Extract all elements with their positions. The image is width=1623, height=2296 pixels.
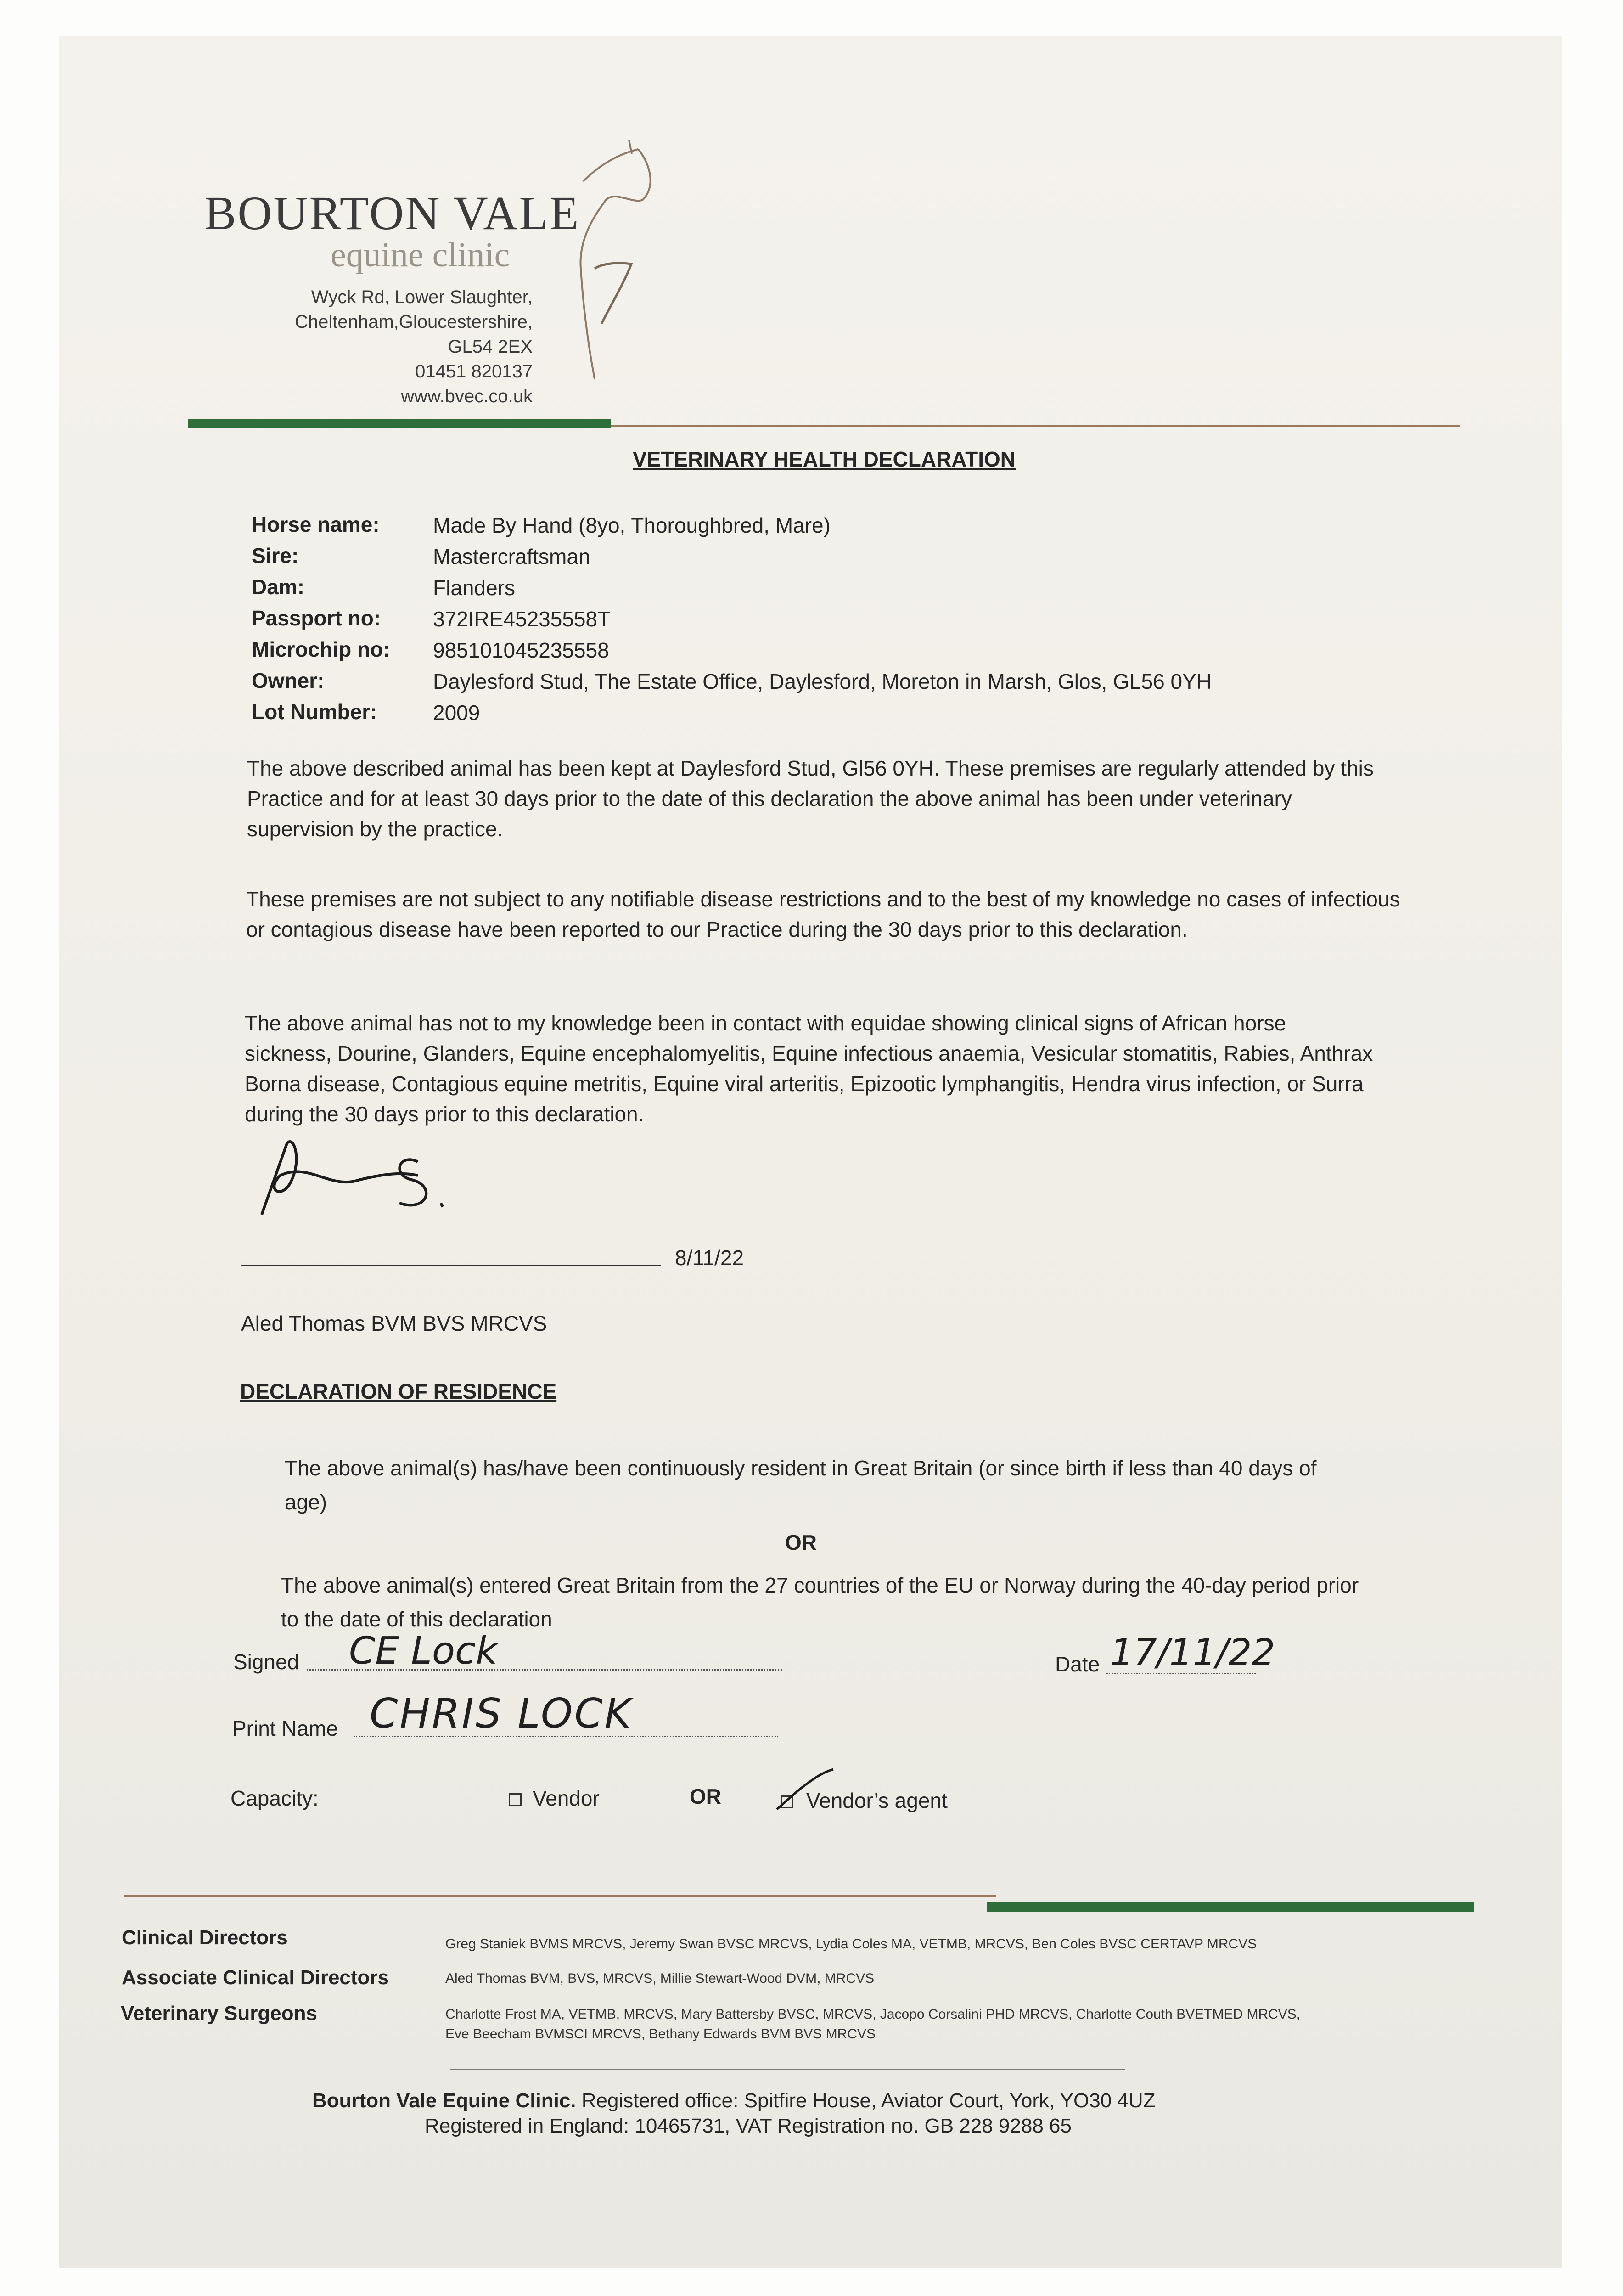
footer-brown-rule — [124, 1895, 996, 1897]
field-label: Owner: — [252, 669, 325, 692]
print-name-label: Print Name — [232, 1716, 338, 1740]
residence-or: OR — [785, 1531, 817, 1554]
clinical-directors-names: Greg Staniek BVMS MRCVS, Jeremy Swan BVSC MRCVS, Lydia Coles MA, VETMB, MRCVS, Ben Coles BVSC CERTAVP MRCVS — [445, 1936, 1257, 1952]
date-label: Date — [1055, 1652, 1100, 1676]
header-green-bar — [188, 419, 611, 428]
footer-divider — [450, 2069, 1125, 2070]
vendor-label: Vendor — [533, 1786, 600, 1810]
veterinary-surgeons-line-2: Eve Beecham BVMSCI MRCVS, Bethany Edwards BVM BVS MRCVS — [445, 2026, 876, 2042]
residence-option-1 — [285, 1451, 1359, 1519]
horse-details-labels — [252, 509, 390, 727]
clinical-directors-label: Clinical Directors — [122, 1926, 288, 1949]
clinic-phone: 01451 820137 — [415, 361, 533, 382]
declaration-paragraph-1: The above described animal has been kept at Daylesford Stud, Gl56 0YH. These premises are regularly attended by this Practice and for at least 30 days prior to the date of this declaration the above animal has been under veterinary supervision by the practice. — [247, 756, 1374, 841]
address-line-2: Cheltenham,Gloucestershire, — [294, 312, 533, 332]
residence-option-2 — [281, 1568, 1365, 1636]
registered-office-line-1 — [312, 2089, 1156, 2112]
address-postcode: GL54 2EX — [448, 337, 533, 357]
registered-clinic-name: Bourton Vale Equine Clinic. — [312, 2089, 576, 2112]
field-label: Dam: — [252, 575, 305, 599]
document-title: VETERINARY HEALTH DECLARATION — [633, 447, 1016, 471]
field-label: Lot Number: — [252, 700, 377, 724]
address-line-1: Wyck Rd, Lower Slaughter, — [311, 287, 533, 307]
footer-green-bar — [987, 1902, 1474, 1912]
field-label: Passport no: — [252, 606, 381, 630]
residence-heading: DECLARATION OF RESIDENCE — [240, 1379, 557, 1403]
horse-details-values — [433, 510, 1212, 728]
declaration-paragraph-3: The above animal has not to my knowledge been in contact with equidae showing clinical signs of African horse sickness, Dourine, Glanders, Equine encephalomyelitis, Equine infectious anaemia, Vesicular stomatitis, Rabies, Anthrax Borna disease, Contagious equine metritis, Equine viral arteritis, Epizootic lymphangitis, Hendra virus infection, or Surra during the 30 days prior to this declaration. — [245, 1011, 1373, 1126]
signed-value: CE Lock — [349, 1629, 498, 1673]
microchip-value: 985101045235558 — [433, 638, 609, 662]
residence-option-2-text: The above animal(s) entered Great Britain from the 27 countries of the EU or Norway during the 40-day period prior to the date of this declaration — [281, 1573, 1359, 1631]
associate-directors-names: Aled Thomas BVM, BVS, MRCVS, Millie Stewart-Wood DVM, MRCVS — [445, 1971, 875, 1986]
horse-name-value: Made By Hand (8yo, Thoroughbred, Mare) — [433, 513, 831, 537]
declaration-paragraph-2: These premises are not subject to any notifiable disease restrictions and to the best of my knowledge no cases of infectious or contagious disease have been reported to our Practice during the 30 days prior to this declaration. — [246, 887, 1400, 941]
vet-name: Aled Thomas BVM BVS MRCVS — [241, 1311, 547, 1335]
veterinary-surgeons-label: Veterinary Surgeons — [121, 2002, 317, 2025]
print-name-value: CHRIS LOCK — [370, 1690, 633, 1737]
dam-value: Flanders — [433, 576, 515, 600]
capacity-label: Capacity: — [230, 1786, 319, 1810]
vendor-checkbox[interactable] — [509, 1793, 522, 1806]
associate-directors-label: Associate Clinical Directors — [122, 1966, 389, 1989]
lot-number-value: 2009 — [433, 701, 480, 725]
sire-value: Mastercraftsman — [433, 545, 590, 568]
vet-signature-icon — [253, 1134, 500, 1226]
vet-signature-line — [241, 1265, 661, 1266]
header-brown-rule — [611, 425, 1460, 427]
residence-option-1-text: The above animal(s) has/have been continuously resident in Great Britain (or since birth if less than 40 days of age) — [285, 1456, 1317, 1514]
field-label: Microchip no: — [252, 637, 390, 661]
vet-signature-date: 8/11/22 — [675, 1246, 744, 1270]
owner-value: Daylesford Stud, The Estate Office, Daylesford, Moreton in Marsh, Glos, GL56 0YH — [433, 670, 1212, 693]
horse-logo-icon — [551, 131, 657, 388]
signed-label: Signed — [233, 1650, 299, 1674]
passport-value: 372IRE45235558T — [433, 607, 611, 631]
vendor-agent-label: Vendor’s agent — [806, 1789, 948, 1812]
registered-office-line-2: Registered in England: 10465731, VAT Registration no. GB 228 9288 65 — [425, 2115, 1072, 2137]
clinic-website: www.bvec.co.uk — [401, 386, 533, 406]
clinic-subtitle: equine clinic — [331, 236, 510, 274]
registered-office-address: Registered office: Spitfire House, Aviator Court, York, YO30 4UZ — [581, 2089, 1156, 2112]
field-label: Horse name: — [252, 512, 380, 536]
clinic-address — [211, 285, 533, 409]
clinic-name: BOURTON VALE — [204, 187, 580, 240]
field-label: Sire: — [252, 544, 299, 568]
capacity-or: OR — [690, 1784, 721, 1808]
date-value: 17/11/22 — [1110, 1631, 1275, 1674]
veterinary-surgeons-line-1: Charlotte Frost MA, VETMB, MRCVS, Mary Battersby BVSC, MRCVS, Jacopo Corsalini PHD MRCVS, Charlotte Couth BVETMED MRCVS, — [445, 2007, 1301, 2022]
